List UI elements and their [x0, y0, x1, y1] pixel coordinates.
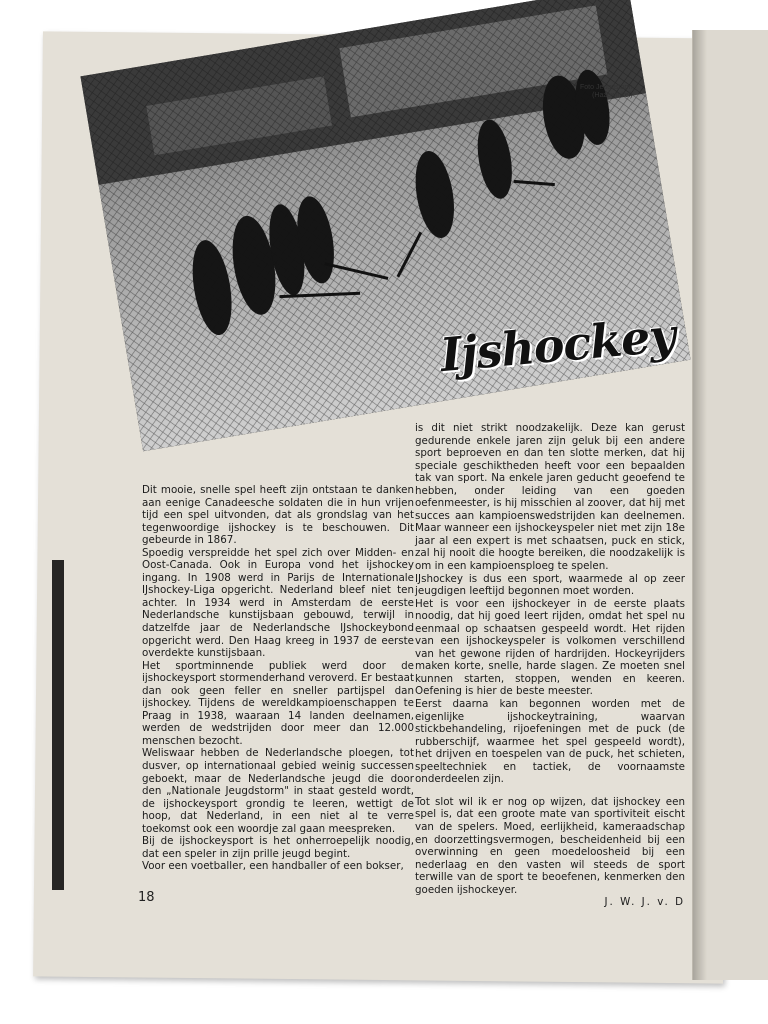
article-right-column [415, 422, 685, 909]
paragraph: Eerst daarna kan begonnen worden met de eigenlijke ijshockeytraining, waarvan stickbehandeling, rijoefeningen met de puck (de rubberschijf, waarmee het spel gespeeld wordt), het drijven en toespelen van de puck, het schieten, speeltechniek en tactiek, de voornaamste onderdeelen zijn. [415, 698, 685, 786]
paragraph: Tot slot wil ik er nog op wijzen, dat ijshockey een spel is, dat een groote mate van sportiviteit eischt van de spelers. Moed, eerlijkheid, kameraadschap en doorzettingsvermogen, bescheidenheid bij een overwinning en geen moedeloosheid bij een nederlaag en den vasten wil steeds de sport terwille van de sport te beoefenen, kenmerken den goeden ijshockeyer. [415, 795, 685, 896]
page-number: 18 [138, 890, 155, 905]
paragraph: IJshockey is dus een sport, waarmede al op zeer jeugdigen leeftijd begonnen moet worden. [415, 572, 685, 598]
page-binding-shadow [52, 560, 64, 890]
paragraph: Spoedig verspreidde het spel zich over Midden- en Oost-Canada. Ook in Europa vond het ijshockey ingang. In 1908 werd in Parijs de Internationale IJshockey-Liga opgericht. Nederland bleef niet ten achter. In 1934 werd in Amsterdam de eerste Nederlandsche kunstijsbaan gebouwd, terwijl in datzelfde jaar de Nederlandsche IJshockeybond opgericht werd. Den Haag kreeg in 1937 de eerste overdekte kunstijsbaan. [142, 546, 414, 660]
facing-page-edge [692, 30, 768, 980]
photo-credit: Foto Jeugdstorm (Hazewinkel) [580, 84, 633, 99]
paragraph: is dit niet strikt noodzakelijk. Deze kan gerust gedurende enkele jaren zijn geluk bij een andere sport beproeven en dan ten slotte merken, dat hij speciale geschiktheden heeft voor een bepaalden tak van sport. Na enkele jaren geducht geoefend te hebben, onder leiding van een goeden oefenmeester, is hij misschien al zoover, dat hij met succes aan kampioenswedstrijden kan deelnemen. Maar wanneer een ijshockeyspeler niet met zijn 18e jaar al een expert is met schaatsen, puck en stick, zal hij nooit die hoogte bereiken, die noodzakelijk is om in een kampioensploeg te spelen. [415, 422, 685, 573]
paragraph: Het sportminnende publiek werd door de ijshockeysport stormenderhand veroverd. Er bestaat dan ook geen feller en sneller partijspel dan ijshockey. Tijdens de wereldkampioenschappen te Praag in 1938, waaraan 14 landen deelnamen, werden de wedstrijden door meer dan 12.000 menschen bezocht. [142, 659, 414, 747]
article-title: Ijshockey [438, 307, 677, 383]
paragraph: Het is voor een ijshockeyer in de eerste plaats noodig, dat hij goed leert rijden, omdat het spel nu eenmaal op schaatsen gespeeld wordt. Het rijden van een ijshockeyspeler is volkomen verschillend van het gewone rijden of hardrijden. Hockeyrijders maken korte, snelle, harde slagen. Ze moeten snel kunnen starten, stoppen, wenden en keeren. Oefening is hier de beste meester. [415, 597, 685, 698]
paragraph-intro: Dit mooie, snelle spel heeft zijn ontstaan te danken aan eenige Canadeesche soldaten die in hun vrijen tijd een spel uitvonden, dat als grondslag van het tegenwoordige ijshockey is te beschouwen. Dit gebeurde in 1867. [142, 484, 414, 547]
paragraph: Weliswaar hebben de Nederlandsche ploegen, tot dusver, op internationaal gebied weinig successen geboekt, maar de Nederlandsche jeugd die door den „Nationale Jeugdstorm" in staat gesteld wordt, de ijshockeysport grondig te leeren, wettigt de hoop, dat Nederland, in een niet al te verre toekomst ook een woordje zal gaan meespreken. [142, 747, 414, 835]
author-signature: J. W. J. v. D [604, 896, 685, 909]
paragraph: Voor een voetballer, een handballer of een bokser, [142, 860, 404, 873]
paragraph: Bij de ijshockeysport is het onherroepelijk noodig, dat een speler in zijn prille jeugd begint. [142, 835, 414, 860]
article-left-column [142, 484, 414, 873]
